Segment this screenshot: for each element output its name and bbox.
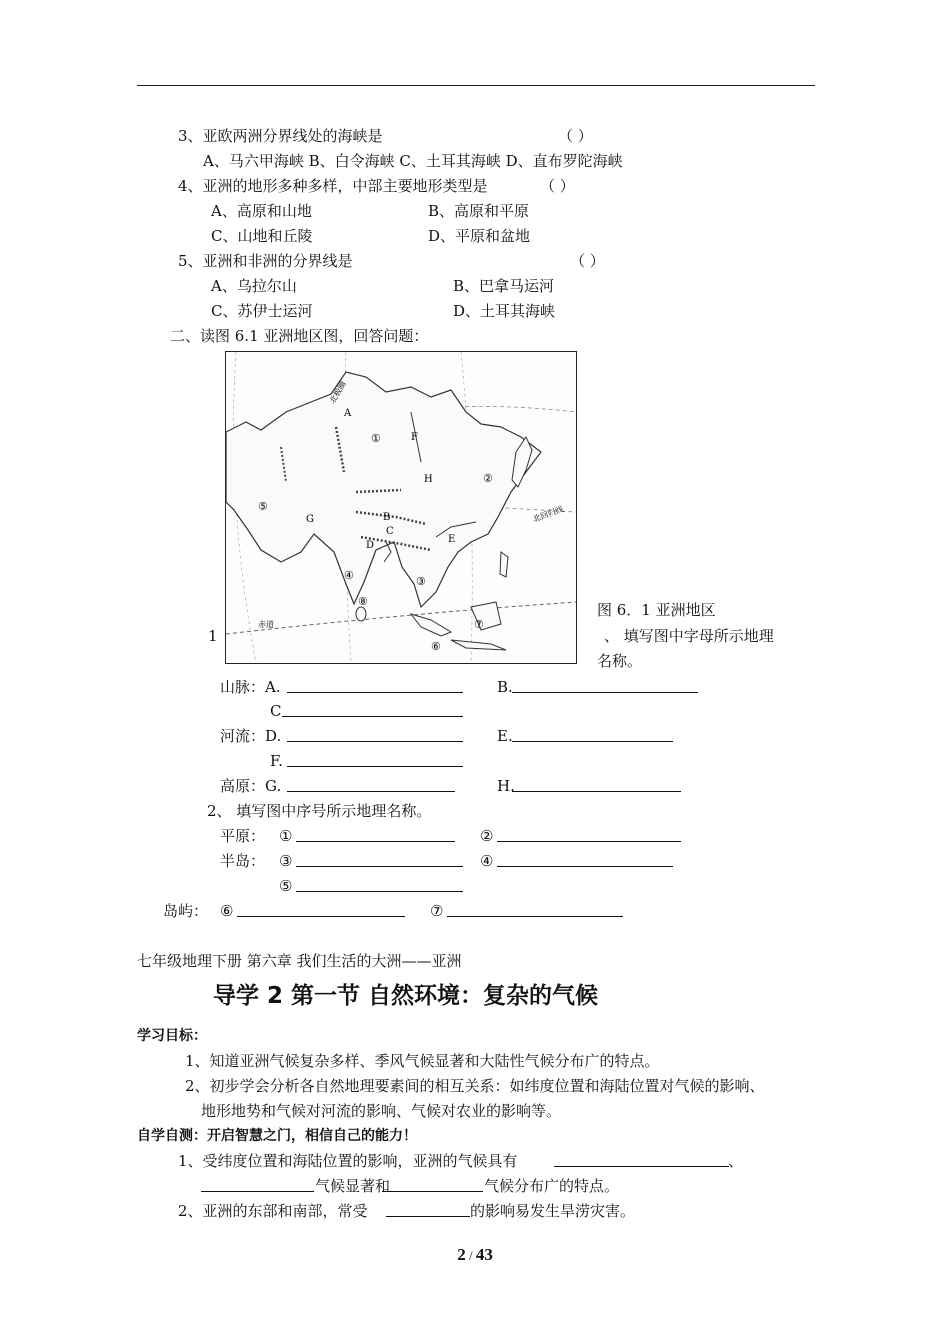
- page-number: [0, 1245, 950, 1265]
- plain-2-marker: ②: [480, 827, 494, 845]
- q5-option-d: D、土耳其海峡: [453, 302, 556, 320]
- map-label-1: ①: [371, 432, 381, 445]
- island-6-marker: ⑥: [220, 902, 234, 920]
- map-label-E: E: [448, 534, 456, 545]
- header-rule: [137, 85, 815, 86]
- q3-options: A、马六甲海峡 B、白令海峡 C、土耳其海峡 D、直布罗陀海峡: [203, 152, 623, 170]
- test1-line2-part1: 气候显著和: [315, 1177, 391, 1195]
- asia-outline: [226, 372, 541, 607]
- q4-option-c: C、山地和丘陵: [211, 227, 313, 245]
- q5-answer-paren: （ ）: [570, 252, 605, 270]
- q5-stem: 5、亚洲和非洲的分界线是: [178, 252, 353, 270]
- q4-option-b: B、高原和平原: [428, 202, 530, 220]
- river-e-label: E.: [497, 727, 513, 745]
- map-label-7: ⑦: [474, 618, 484, 631]
- lesson-title: 导学 2 第一节 自然环境：复杂的气候: [213, 983, 599, 1009]
- answer-blank-5[interactable]: [296, 876, 463, 892]
- q3-answer-paren: （ ）: [558, 127, 593, 145]
- river-f-label: F.: [270, 752, 283, 770]
- q3-stem: 3、亚欧两洲分界线处的海峡是: [178, 127, 383, 145]
- map-label-4: ④: [344, 569, 354, 582]
- answer-blank-E[interactable]: [512, 726, 673, 742]
- page-separator: /: [465, 1248, 476, 1263]
- map-label-F: F: [411, 432, 418, 443]
- plain-1-marker: ①: [279, 827, 293, 845]
- objective-2-line2: 地形地势和气候对河流的影响、气候对农业的影响等。: [201, 1102, 562, 1120]
- q5-option-b: B、巴拿马运河: [453, 277, 555, 295]
- section2-intro: 二、读图 6.1 亚洲地区图，回答问题：: [170, 327, 429, 345]
- map-label-5: ⑤: [258, 500, 268, 513]
- map-caption: 图 6．1 亚洲地区: [597, 601, 716, 619]
- mountain-b-label: B.: [497, 678, 513, 696]
- answer-blank-H[interactable]: [512, 776, 681, 792]
- java: [451, 640, 506, 650]
- plateau-h-label: H.: [497, 777, 515, 795]
- test2-part1: 2、亚洲的东部和南部，常受: [178, 1202, 368, 1220]
- map-label-3: ③: [416, 575, 426, 588]
- test2-part2: 的影响易发生旱涝灾害。: [470, 1202, 636, 1220]
- islands-label: 岛屿：: [163, 902, 209, 920]
- q5-option-a: A、乌拉尔山: [211, 277, 297, 295]
- map-label-D: D: [366, 540, 375, 551]
- map-label-tropic: 北回归线: [531, 504, 565, 524]
- q4-stem: 4、亚洲的地形多种多样，中部主要地形类型是: [178, 177, 488, 195]
- test2-blank[interactable]: [386, 1201, 470, 1217]
- equator-line: [226, 602, 576, 634]
- map-label-6: ⑥: [431, 640, 441, 653]
- answer-blank-1[interactable]: [296, 826, 455, 842]
- answer-blank-G[interactable]: [287, 776, 455, 792]
- map-label-2: ②: [483, 472, 493, 485]
- answer-blank-D[interactable]: [287, 726, 463, 742]
- sri-lanka: [356, 607, 366, 621]
- map-label-A: A: [344, 408, 352, 419]
- mountain-c-label: C: [270, 702, 282, 720]
- map-label-G: G: [306, 514, 314, 525]
- peninsula-5-marker: ⑤: [279, 877, 293, 895]
- objective-1: 1、知道亚洲气候复杂多样、季风气候显著和大陆性气候分布广的特点。: [185, 1052, 660, 1070]
- test1-blank-2[interactable]: [201, 1176, 314, 1192]
- answer-blank-7[interactable]: [447, 901, 623, 917]
- answer-blank-2[interactable]: [497, 826, 681, 842]
- map-label-H: H: [424, 474, 433, 485]
- test1-line2-part2: 气候分布广的特点。: [484, 1177, 620, 1195]
- philippines: [500, 552, 508, 577]
- map-label-8: ⑧: [358, 595, 368, 608]
- answer-blank-A[interactable]: [287, 677, 463, 693]
- page-current: 2: [457, 1245, 466, 1264]
- task1-line2: 名称。: [597, 652, 643, 670]
- mountains-label: 山脉：A.: [220, 678, 281, 696]
- peninsula-3-marker: ③: [279, 852, 293, 870]
- objective-2-line1: 2、初步学会分析各自然地理要素间的相互关系：如纬度位置和海陆位置对气候的影响、: [185, 1077, 765, 1095]
- task1-line1: 、 填写图中字母所示地理: [604, 627, 774, 645]
- selftest-heading: 自学自测：开启智慧之门，相信自己的能力！: [137, 1128, 417, 1144]
- answer-blank-6[interactable]: [237, 901, 405, 917]
- map-label-C: C: [386, 526, 394, 537]
- rivers-label: 河流：D.: [220, 727, 282, 745]
- answer-blank-3[interactable]: [296, 851, 463, 867]
- page-total: 43: [475, 1245, 493, 1264]
- test1-blank-1[interactable]: [554, 1151, 729, 1167]
- q4-option-a: A、高原和山地: [211, 202, 312, 220]
- map-label-B: B: [383, 512, 391, 523]
- map-label-arctic: 北极圈: [327, 379, 348, 405]
- test1-line1: 1、受纬度位置和海陆位置的影响，亚洲的气候具有: [178, 1152, 518, 1170]
- asia-map-drawing: [226, 352, 576, 663]
- test1-blank-3[interactable]: [382, 1176, 483, 1192]
- asia-map: [225, 351, 577, 664]
- task1-number: 1: [208, 627, 218, 645]
- answer-blank-4[interactable]: [497, 851, 673, 867]
- objectives-heading: 学习目标：: [137, 1028, 207, 1044]
- test1-separator: 、: [728, 1152, 744, 1170]
- peninsula-4-marker: ④: [480, 852, 494, 870]
- q4-option-d: D、平原和盆地: [428, 227, 531, 245]
- task2-heading: 2、 填写图中序号所示地理名称。: [207, 802, 432, 820]
- peninsulas-label: 半岛：: [220, 852, 266, 870]
- q4-answer-paren: （ ）: [540, 177, 575, 195]
- answer-blank-F[interactable]: [287, 751, 463, 767]
- breadcrumb: 七年级地理下册 第六章 我们生活的大洲——亚洲: [137, 952, 462, 970]
- answer-blank-C[interactable]: [282, 701, 463, 717]
- sumatra: [411, 614, 451, 636]
- plateaus-label: 高原：G.: [220, 777, 282, 795]
- island-7-marker: ⑦: [430, 902, 444, 920]
- plains-label: 平原：: [220, 827, 266, 845]
- answer-blank-B[interactable]: [512, 677, 698, 693]
- map-label-equator: 赤道: [258, 620, 274, 629]
- q5-option-c: C、苏伊士运河: [211, 302, 313, 320]
